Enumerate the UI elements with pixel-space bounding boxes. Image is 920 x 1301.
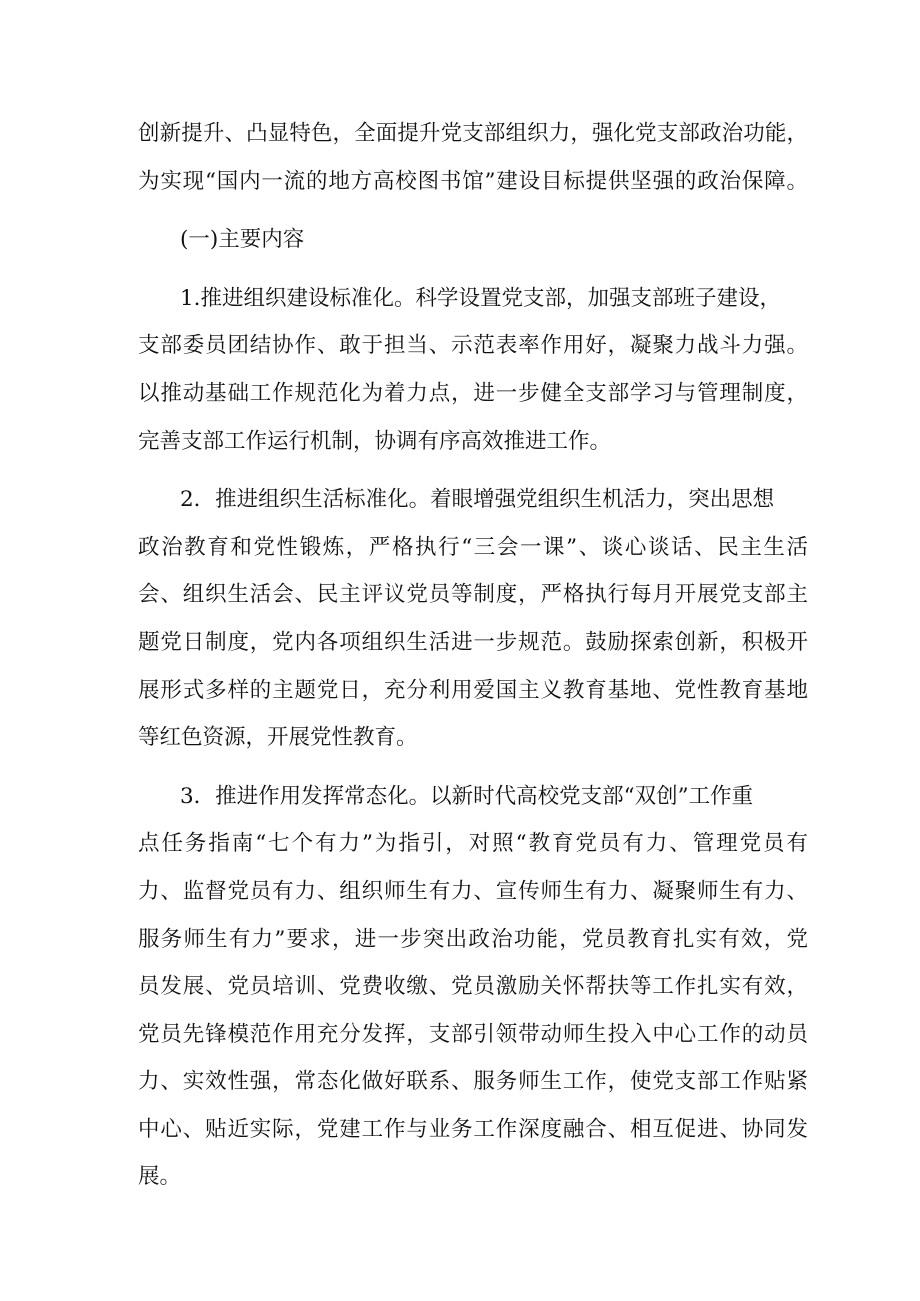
text-line: 服务师生有力”要求，进一步突出政治功能，党员教育扎实有效，党 (138, 926, 808, 952)
paragraph-1 (138, 275, 808, 465)
text-line: 为实现“国内一流的地方高校图书馆”建设目标提供坚强的政治保障。 (138, 168, 808, 194)
text-line: 展形式多样的主题党日，充分利用爱国主义教育基地、党性教育基地 (138, 677, 808, 703)
text-line: 力、监督党员有力、组织师生有力、宣传师生有力、凝聚师生有力、 (138, 878, 808, 904)
text-line: 党员先锋模范作用充分发挥，支部引领带动师生投入中心工作的动员 (138, 1021, 808, 1047)
text-line: 会、组织生活会、民主评议党员等制度，严格执行每月开展党支部主 (138, 582, 808, 608)
text-line: 力、实效性强，常态化做好联系、服务师生工作，使党支部工作贴紧 (138, 1069, 808, 1095)
text-line: 展。 (138, 1164, 182, 1190)
document-body (138, 110, 808, 1212)
paragraph-intro (138, 110, 808, 205)
text-line: 中心、贴近实际，党建工作与业务工作深度融合、相互促进、协同发 (138, 1116, 808, 1142)
text-line: 创新提升、凸显特色，全面提升党支部组织力，强化党支部政治功能， (138, 121, 808, 146)
text-line: 支部委员团结协作、敢于担当、示范表率作用好，凝聚力战斗力强。 (138, 333, 808, 359)
heading-text: (一)主要内容 (180, 227, 305, 253)
section-heading (138, 216, 808, 264)
text-line: 等红色资源，开展党性教育。 (138, 725, 418, 751)
text-line: 政治教育和党性锻炼，严格执行“三会一课”、谈心谈话、民主生活 (138, 534, 808, 560)
paragraph-3 (138, 773, 808, 1201)
text-line: 以推动基础工作规范化为着力点，进一步健全支部学习与管理制度， (138, 380, 808, 406)
text-line: 2．推进组织生活标准化。着眼增强党组织生机活力，突出思想 (180, 487, 775, 513)
text-line: 3．推进作用发挥常态化。以新时代高校党支部“双创”工作重 (180, 783, 754, 809)
text-line: 点任务指南“七个有力”为指引，对照“教育党员有力、管理党员有 (138, 831, 808, 857)
paragraph-2 (138, 476, 808, 762)
text-line: 题党日制度，党内各项组织生活进一步规范。鼓励探索创新，积极开 (138, 629, 808, 655)
text-line: 完善支部工作运行机制，协调有序高效推进工作。 (138, 428, 612, 454)
text-line: 员发展、党员培训、党费收缴、党员激励关怀帮扶等工作扎实有效， (138, 974, 808, 1000)
text-line: 1.推进组织建设标准化。科学设置党支部，加强支部班子建设， (180, 285, 782, 311)
